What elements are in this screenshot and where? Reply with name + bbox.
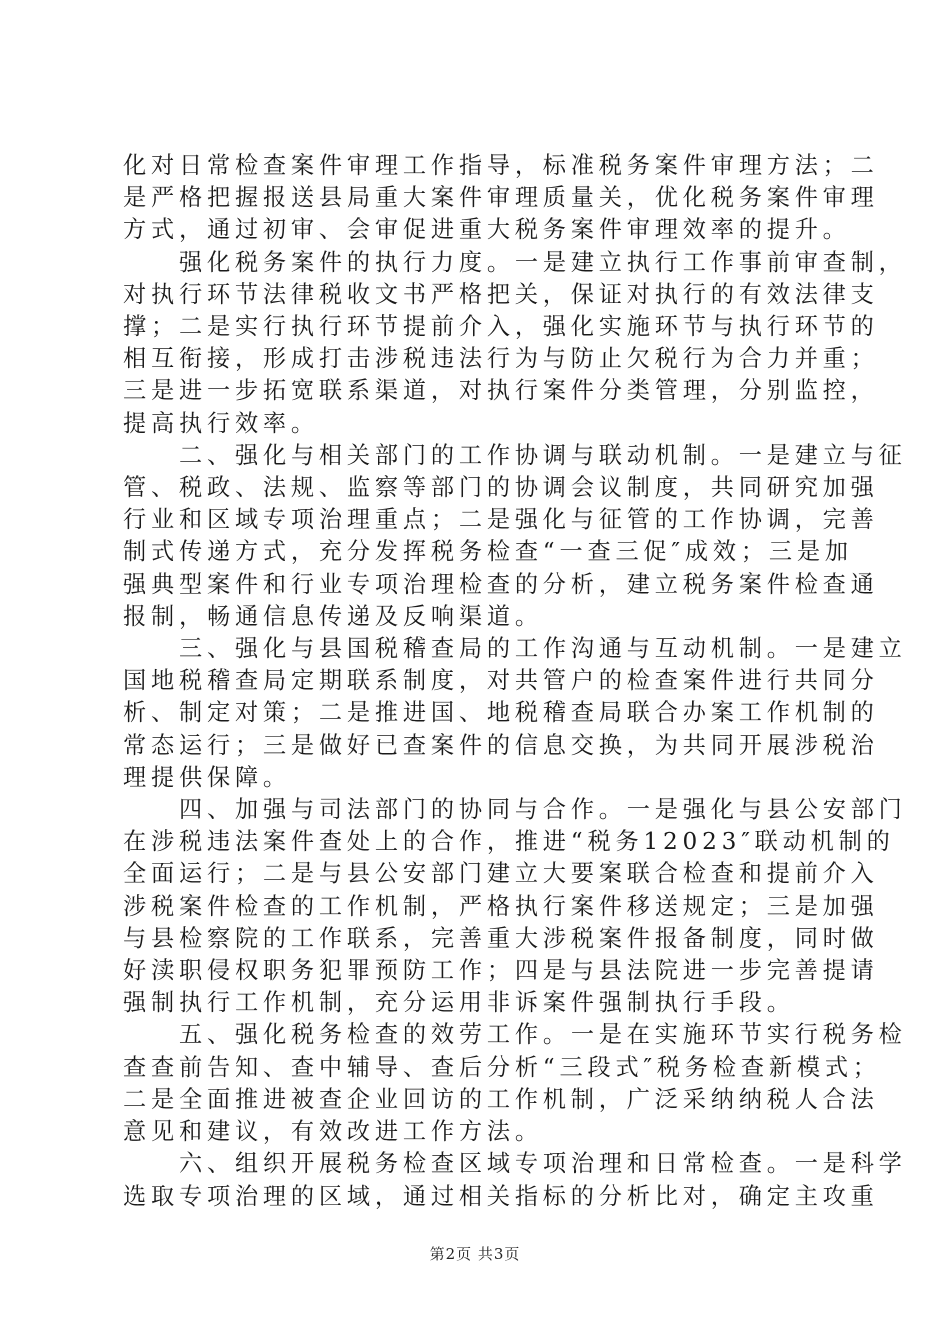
text-line: 三是进一步拓宽联系渠道，对执行案件分类管理，分别监控， bbox=[123, 377, 879, 405]
text-line: 二是全面推进被查企业回访的工作机制，广泛采纳纳税人合法 bbox=[123, 1085, 879, 1113]
text-line: 全面运行；二是与县公安部门建立大要案联合检查和提前介入 bbox=[123, 860, 879, 888]
text-line: 三、强化与县国税稽查局的工作沟通与互动机制。一是建立 bbox=[179, 635, 907, 663]
text-line: 制式传递方式，充分发挥税务检查“一查三促″成效；三是加 bbox=[123, 538, 853, 566]
text-line: 强制执行工作机制，充分运用非诉案件强制执行手段。 bbox=[123, 989, 795, 1017]
text-line: 选取专项治理的区域，通过相关指标的分析比对，确定主攻重 bbox=[123, 1182, 879, 1210]
text-line: 是严格把握报送县局重大案件审理质量关，优化税务案件审理 bbox=[123, 184, 879, 212]
paragraph-3 bbox=[123, 440, 907, 633]
text-line: 与县检察院的工作联系，完善重大涉税案件报备制度，同时做 bbox=[123, 924, 879, 952]
text-line: 报制，畅通信息传递及反响渠道。 bbox=[123, 602, 543, 630]
text-line: 五、强化税务检查的效劳工作。一是在实施环节实行税务检 bbox=[179, 1021, 907, 1049]
text-line: 强化税务案件的执行力度。一是建立执行工作事前审查制， bbox=[179, 248, 907, 276]
text-line: 涉税案件检查的工作机制，严格执行案件移送规定；三是加强 bbox=[123, 892, 879, 920]
paragraph-6 bbox=[123, 1019, 907, 1148]
text-line: 查查前告知、查中辅导、查后分析“三段式″税务检查新模式； bbox=[123, 1053, 881, 1081]
text-line: 行业和区域专项治理重点；二是强化与征管的工作协调，完善 bbox=[123, 506, 879, 534]
text-line: 二、强化与相关部门的工作协调与联动机制。一是建立与征 bbox=[179, 441, 907, 469]
text-line: 析、制定对策；二是推进国、地税稽查局联合办案工作机制的 bbox=[123, 699, 879, 727]
text-line: 相互衔接，形成打击涉税违法行为与防止欠税行为合力并重； bbox=[123, 345, 879, 373]
text-line: 对执行环节法律税收文书严格把关，保证对执行的有效法律支 bbox=[123, 280, 879, 308]
text-line: 管、税政、法规、监察等部门的协调会议制度，共同研究加强 bbox=[123, 474, 879, 502]
text-line: 四、加强与司法部门的协同与合作。一是强化与县公安部门 bbox=[179, 796, 907, 824]
document-body bbox=[123, 150, 907, 1213]
paragraph-5 bbox=[123, 794, 907, 1019]
text-line: 常态运行；三是做好已查案件的信息交换，为共同开展涉税治 bbox=[123, 731, 879, 759]
paragraph-1 bbox=[123, 150, 879, 247]
text-line: 好渎职侵权职务犯罪预防工作；四是与县法院进一步完善提请 bbox=[123, 957, 879, 985]
text-line: 在涉税违法案件查处上的合作，推进“税务12023″联动机制的 bbox=[123, 828, 895, 856]
paragraph-7 bbox=[123, 1148, 907, 1212]
text-line: 提高执行效率。 bbox=[123, 409, 319, 437]
paragraph-2 bbox=[123, 247, 907, 440]
text-line: 撑；二是实行执行环节提前介入，强化实施环节与执行环节的 bbox=[123, 313, 879, 341]
paragraph-4 bbox=[123, 633, 907, 794]
text-line: 强典型案件和行业专项治理检查的分析，建立税务案件检查通 bbox=[123, 570, 879, 598]
text-line: 方式，通过初审、会审促进重大税务案件审理效率的提升。 bbox=[123, 216, 851, 244]
text-line: 国地税稽查局定期联系制度，对共管户的检查案件进行共同分 bbox=[123, 667, 879, 695]
page-footer: 第2页 共3页 bbox=[429, 1245, 521, 1263]
text-line: 六、组织开展税务检查区域专项治理和日常检查。一是科学 bbox=[179, 1150, 907, 1178]
text-line: 化对日常检查案件审理工作指导，标准税务案件审理方法；二 bbox=[123, 152, 879, 179]
text-line: 理提供保障。 bbox=[123, 763, 291, 791]
text-line: 意见和建议，有效改进工作方法。 bbox=[123, 1118, 543, 1146]
